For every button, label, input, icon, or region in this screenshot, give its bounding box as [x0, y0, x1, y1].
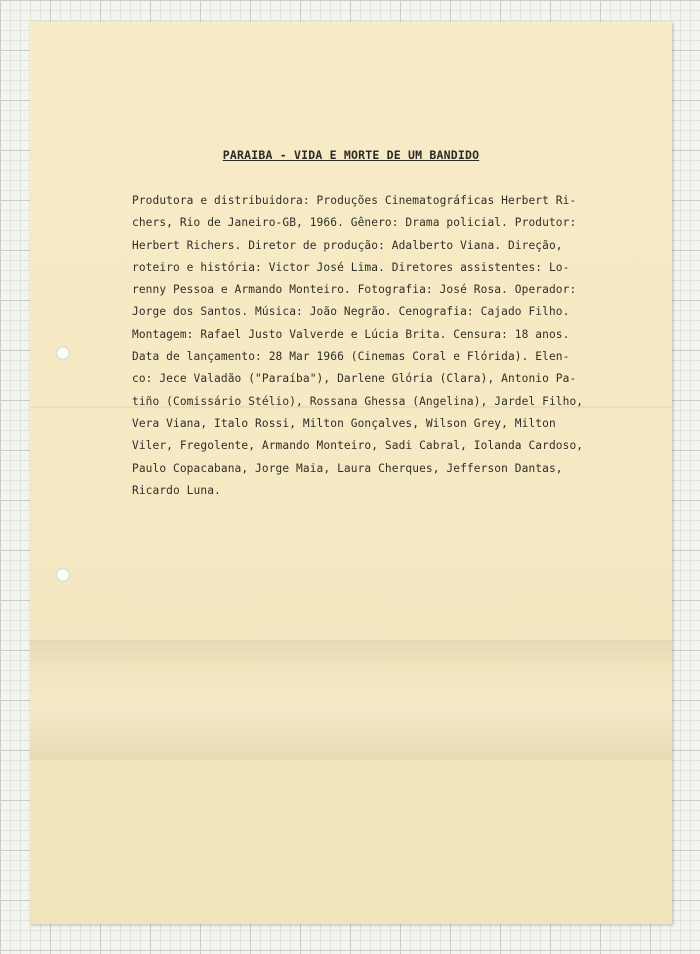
text-line: Jorge dos Santos. Música: João Negrão. Cenografia: Cajado Filho. [132, 305, 570, 319]
text-line: Herbert Richers. Diretor de produção: Adalberto Viana. Direção, [132, 238, 563, 252]
credits-paragraph [132, 190, 632, 502]
text-line: chers, Rio de Janeiro-GB, 1966. Gênero: Drama policial. Produtor: [132, 216, 577, 230]
punch-hole-top [56, 346, 70, 360]
text-line: Produtora e distribuidora: Produções Cinematográficas Herbert Ri- [132, 194, 577, 207]
text-line: Montagem: Rafael Justo Valverde e Lúcia Brita. Censura: 18 anos. [132, 327, 570, 341]
paper-sheet [30, 22, 672, 924]
paper-fold [30, 640, 672, 760]
text-line: Vera Viana, Italo Rossi, Milton Gonçalves, Wilson Grey, Milton [132, 416, 556, 430]
text-line: co: Jece Valadão ("Paraíba"), Darlene Glória (Clara), Antonio Pa- [132, 372, 577, 386]
text-line: Ricardo Luna. [132, 483, 221, 497]
text-line: Viler, Fregolente, Armando Monteiro, Sadi Cabral, Iolanda Cardoso, [132, 439, 584, 453]
punch-hole-bottom [56, 568, 70, 582]
text-line: Paulo Copacabana, Jorge Maia, Laura Cherques, Jefferson Dantas, [132, 461, 563, 475]
text-line: tiño (Comissário Stélio), Rossana Ghessa (Angelina), Jardel Filho, [132, 394, 584, 408]
document-title: PARAIBA - VIDA E MORTE DE UM BANDIDO [222, 148, 480, 162]
text-line: roteiro e história: Victor José Lima. Diretores assistentes: Lo- [132, 260, 570, 274]
text-line: Data de lançamento: 28 Mar 1966 (Cinemas Coral e Flórida). Elen- [132, 350, 570, 364]
text-line: renny Pessoa e Armando Monteiro. Fotografia: José Rosa. Operador: [132, 283, 577, 297]
